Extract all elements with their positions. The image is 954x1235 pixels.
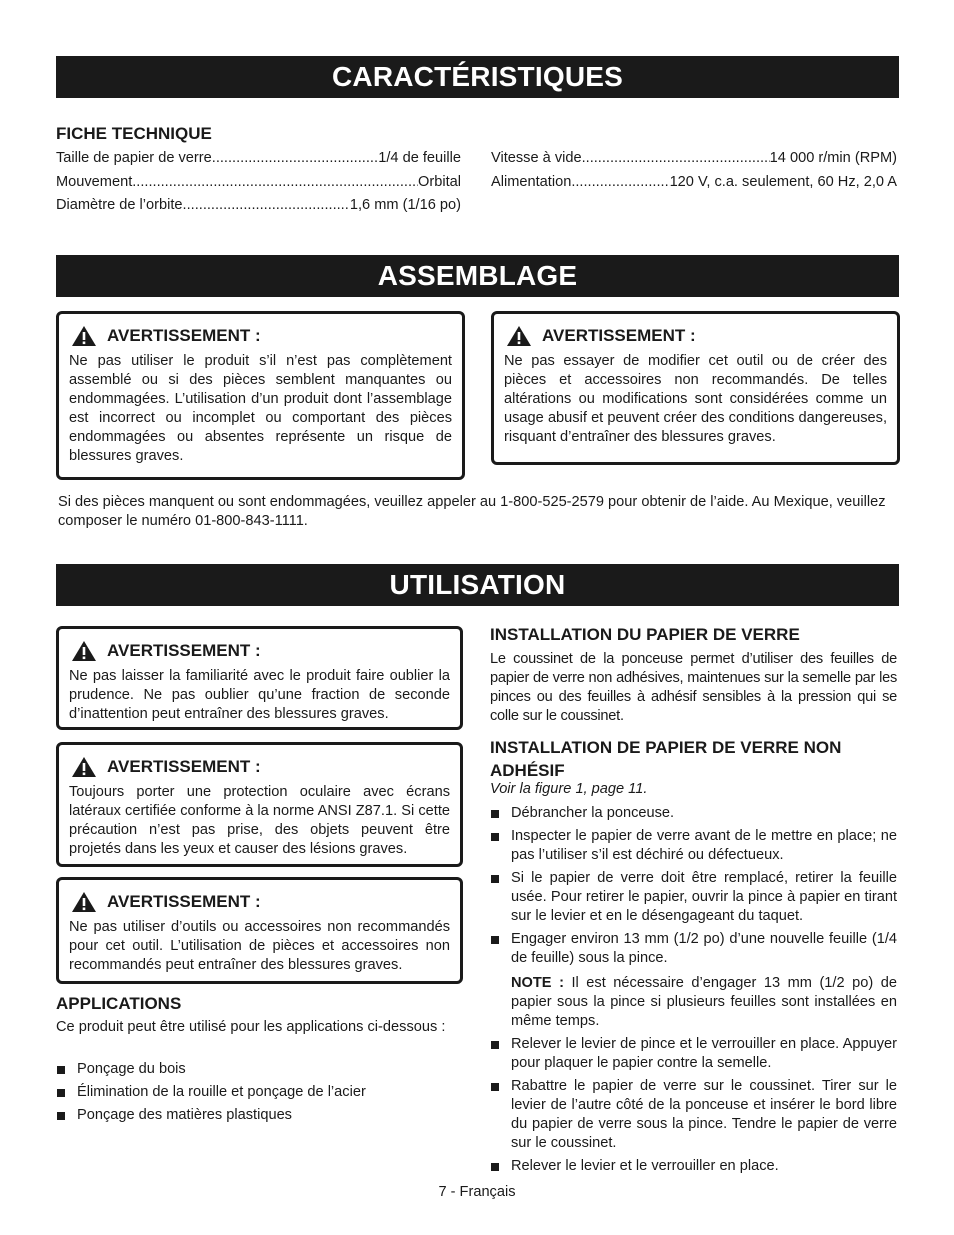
spec-label: Mouvement (56, 173, 133, 190)
warning-triangle-icon (71, 640, 97, 662)
warning-text: Ne pas utiliser le produit s’il n’est pas complètement assemblé ou si des pièces semblent manquantes ou endommagées. L’utilisation d’un produit dont l’assemblage est incorrect ou incomplet ou comportant des pièces endommagées ou absentes représente un risque de blessures graves. (69, 353, 452, 464)
warning-title (69, 324, 452, 348)
warning-label: AVERTISSEMENT : (107, 326, 261, 345)
warning-box-use-3 (56, 877, 463, 984)
spec-value: 14 000 r/min (RPM) (769, 150, 897, 166)
spec-row (56, 147, 461, 171)
warning-triangle-icon (506, 325, 532, 347)
applications-title: APPLICATIONS (56, 994, 182, 1013)
spec-value: 120 V, c.a. seulement, 60 Hz, 2,0 A (669, 173, 897, 190)
warning-label: AVERTISSEMENT : (542, 326, 696, 345)
section-header-assemblage: ASSEMBLAGE (56, 255, 899, 297)
spec-left-column (56, 147, 461, 218)
list-item: Si le papier de verre doit être remplacé, retirer la feuille usée. Pour retirer le papier, ouvrir la pince à papier en tirant sur le levier et en le désengageant du taquet. (490, 869, 897, 926)
warning-title (69, 890, 450, 914)
warning-text: Ne pas utiliser d’outils ou accessoires non recommandés pour cet outil. L’utilisation de pièces et accessoires non recommandés peut entraîner des blessures graves. (69, 919, 450, 973)
applications-list (56, 1060, 462, 1129)
spec-value: 1,6 mm (1/16 po) (349, 197, 461, 213)
list-item: Rabattre le papier de verre sur le coussinet. Tirer sur le levier de l’autre côté de la ponceuse et insérer le bord libre du papier de verre sous la pince. Tendre le papier de verre sur le coussinet. (490, 1077, 897, 1153)
warning-text: Toujours porter une protection oculaire avec écrans latéraux certifiée conforme à la norme ANSI Z87.1. Si cette précaution n’est pas prise, des objets peuvent être projetés dans les yeux et causer des lésions graves. (69, 784, 450, 857)
warning-box-assembly-2 (491, 311, 900, 465)
list-item: Relever le levier et le verrouiller en place. (490, 1157, 897, 1176)
warning-triangle-icon (71, 756, 97, 778)
list-item: Inspecter le papier de verre avant de le mettre en place; ne pas l’utiliser s’il est déchiré ou défectueux. (490, 827, 897, 865)
spec-row (56, 194, 461, 218)
warning-triangle-icon (71, 891, 97, 913)
spec-value: Orbital (418, 173, 461, 190)
warning-title (69, 755, 450, 779)
warning-box-use-2 (56, 742, 463, 867)
spec-label: Vitesse à vide (491, 150, 582, 166)
list-item (490, 930, 897, 1031)
page-footer: 7 - Français (438, 1184, 516, 1200)
spec-label: Taille de papier de verre (56, 150, 212, 166)
step-text: Engager environ 13 mm (1/2 po) d’une nouvelle feuille (1/4 de feuille) sous la pince. (511, 931, 897, 966)
contact-paragraph: Si des pièces manquent ou sont endommagées, veuillez appeler au 1-800-525-2579 pour obtenir de l’aide. Au Mexique, veuillez composer le numéro 01-800-843-1111. (58, 494, 886, 529)
note-text: Il est nécessaire d’engager 13 mm (1/2 po) de papier sous la pince si plusieurs feuilles sont installées en même temps. (511, 975, 897, 1029)
warning-text: Ne pas laisser la familiarité avec le produit faire oublier la prudence. Ne pas oublier qu’une fraction de seconde d’inattention peut entraîner des blessures graves. (69, 668, 450, 722)
warning-box-assembly-1 (56, 311, 465, 480)
list-item: Relever le levier de pince et le verrouiller en place. Appuyer pour plaquer le papier contre la semelle. (490, 1035, 897, 1073)
section-header-caracteristiques: CARACTÉRISTIQUES (56, 56, 899, 98)
spec-row (491, 171, 897, 195)
spec-label: Diamètre de l’orbite (56, 197, 183, 213)
spec-label: Alimentation (491, 173, 572, 190)
fiche-technique-title: FICHE TECHNIQUE (56, 124, 212, 143)
list-item: Débrancher la ponceuse. (490, 804, 897, 823)
install-paragraph: Le coussinet de la ponceuse permet d’utiliser des feuilles de papier de verre non adhésives, maintenues sur la semelle par les pinces ou des feuilles à adhésif sensibles à la pression qui se colle sur le coussinet. (490, 651, 897, 724)
spec-value: 1/4 de feuille (378, 150, 461, 166)
list-item: Élimination de la rouille et ponçage de l’acier (56, 1083, 462, 1102)
applications-intro: Ce produit peut être utilisé pour les applications ci-dessous : (56, 1019, 446, 1035)
warning-triangle-icon (71, 325, 97, 347)
install-title: INSTALLATION DU PAPIER DE VERRE (490, 625, 800, 644)
spec-right-column (491, 147, 897, 194)
warning-title (69, 639, 450, 663)
spec-row (56, 171, 461, 195)
warning-title (504, 324, 887, 348)
figure-reference: Voir la figure 1, page 11. (490, 781, 648, 797)
warning-box-use-1 (56, 626, 463, 730)
non-adhesive-title: INSTALLATION DE PAPIER DE VERRE NON ADHÉSIF (490, 738, 842, 780)
note-paragraph (511, 974, 897, 1031)
list-item: Ponçage du bois (56, 1060, 462, 1079)
section-header-utilisation: UTILISATION (56, 564, 899, 606)
list-item: Ponçage des matières plastiques (56, 1106, 462, 1125)
warning-label: AVERTISSEMENT : (107, 892, 261, 911)
warning-text: Ne pas essayer de modifier cet outil ou de créer des pièces et accessoires non recommandés. De telles altérations ou modifications sont considérées comme un usage abusif et peuvent créer des conditions dangereuses, risquant d’entraîner des blessures graves. (504, 353, 887, 445)
note-label: NOTE : (511, 975, 564, 991)
installation-steps-list (490, 804, 897, 1180)
warning-label: AVERTISSEMENT : (107, 641, 261, 660)
warning-label: AVERTISSEMENT : (107, 757, 261, 776)
spec-row (491, 147, 897, 171)
